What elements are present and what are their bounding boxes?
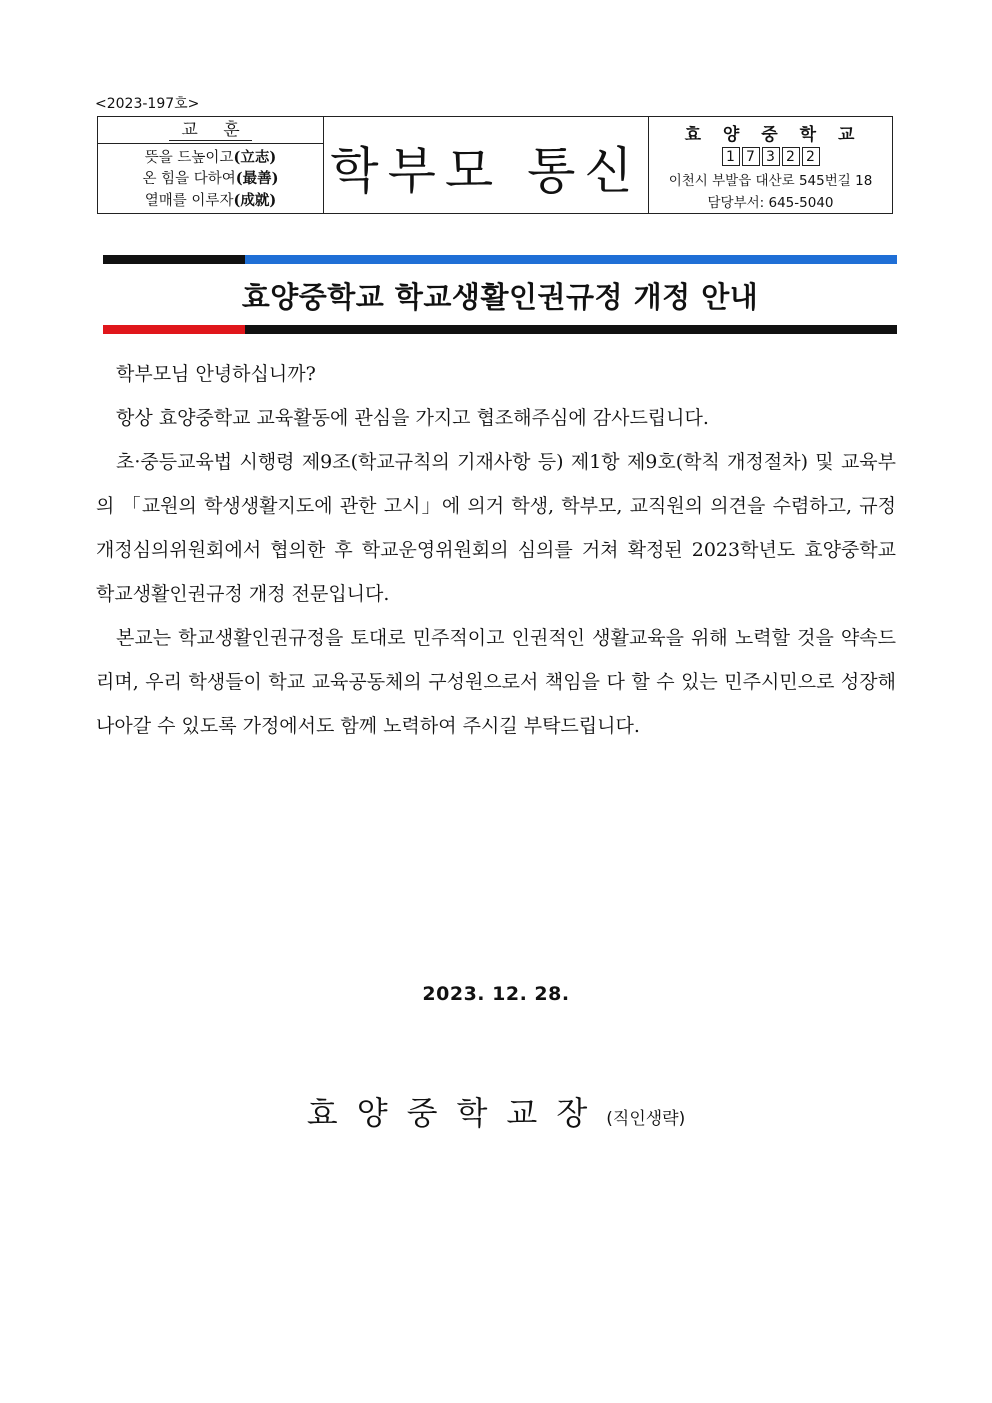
letter-body bbox=[96, 352, 896, 748]
issue-date: 2023. 12. 28. bbox=[422, 983, 570, 1005]
postal-digit: 7 bbox=[742, 147, 760, 166]
seal-note: (직인생략) bbox=[606, 1109, 686, 1129]
paragraph-thanks: 항상 효양중학교 교육활동에 관심을 가지고 협조해주심에 감사드립니다. bbox=[116, 407, 709, 429]
postal-digit: 2 bbox=[802, 147, 820, 166]
school-address: 이천시 부발읍 대산로 545번길 18 bbox=[668, 172, 873, 189]
postal-digit: 2 bbox=[782, 147, 800, 166]
paragraph-request: 본교는 학교생활인권규정을 토대로 민주적이고 인권적인 생활교육을 위해 노력할 것을 약속드리며, 우리 학생들이 학교 교육공동체의 구성원으로서 책임을 다 할 수 있는 민주시민으로 성장해 나아갈 수 있도록 가정에서도 함께 노력하여 주시길 부탁드립니다. bbox=[96, 627, 896, 737]
principal-name: 효양중학교장 bbox=[306, 1094, 607, 1132]
document-title: 효양중학교 학교생활인권규정 개정 안내 bbox=[241, 279, 759, 314]
postal-code bbox=[722, 147, 820, 166]
school-info bbox=[649, 117, 892, 213]
document-number: <2023-197호> bbox=[95, 96, 200, 112]
motto-title: 교 훈 bbox=[98, 117, 323, 144]
school-motto bbox=[98, 117, 324, 213]
department-contact: 담당부서: 645-5040 bbox=[707, 194, 834, 211]
title-bar-bottom bbox=[103, 325, 897, 334]
postal-digit: 3 bbox=[762, 147, 780, 166]
motto-line: 뜻을 드높이고(立志) bbox=[144, 149, 277, 167]
postal-digit: 1 bbox=[722, 147, 740, 166]
title-bar-top bbox=[103, 255, 897, 264]
newsletter-header bbox=[97, 116, 893, 214]
newsletter-title: 학부모 통신 bbox=[324, 117, 649, 213]
motto-line: 열매를 이루자(成就) bbox=[144, 191, 277, 209]
principal-signature bbox=[0, 1088, 992, 1134]
school-name: 효 양 중 학 교 bbox=[684, 125, 863, 145]
motto-line: 온 힘을 다하여(最善) bbox=[142, 170, 279, 188]
paragraph-greeting: 학부모님 안녕하십니까? bbox=[116, 363, 316, 385]
paragraph-regulation: 초·중등교육법 시행령 제9조(학교규칙의 기재사항 등) 제1항 제9호(학칙 개정절차) 및 교육부의 「교원의 학생생활지도에 관한 고시」에 의거 학생, 학부모, 교직원의 의견을 수렴하고, 규정개정심의위원회에서 협의한 후 학교운영위원회의 심의를 거쳐 확정된 2023학년도 효양중학교 학교생활인권규정 개정 전문입니다. bbox=[96, 451, 896, 605]
